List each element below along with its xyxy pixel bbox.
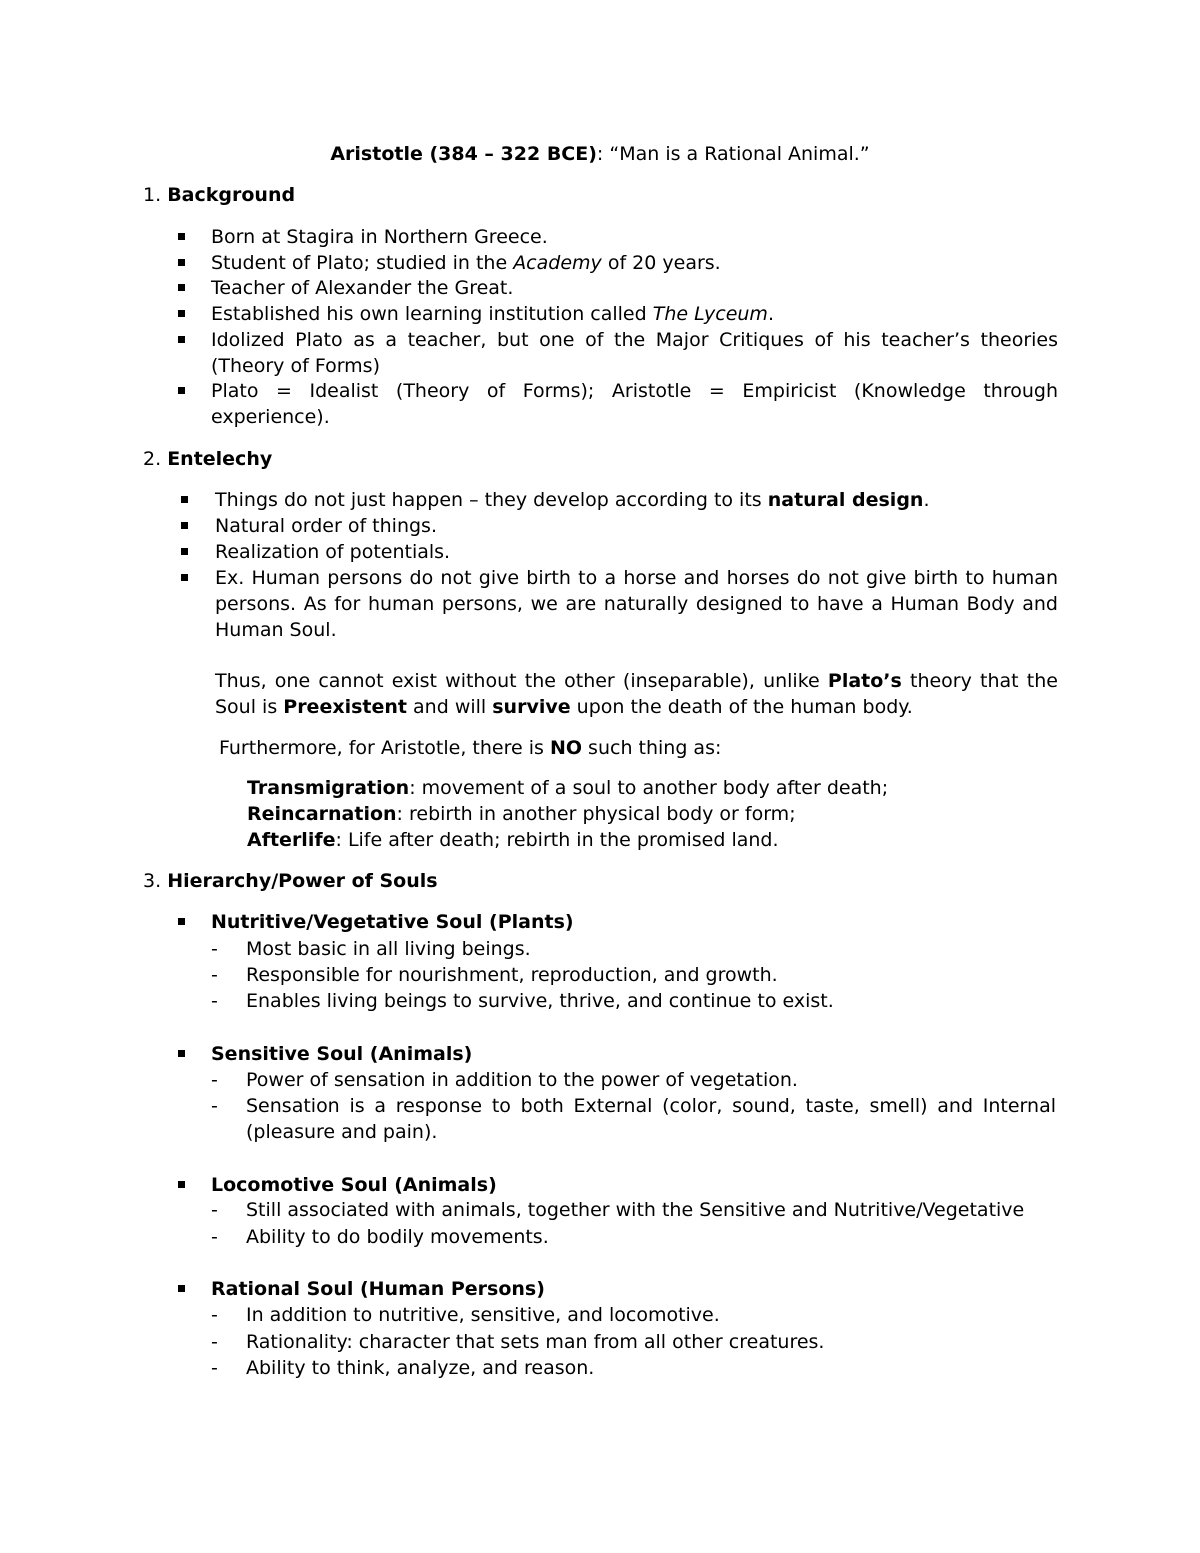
bullet-icon	[181, 496, 188, 503]
bullet-icon	[178, 259, 185, 266]
definition-item: Afterlife: Life after death; rebirth in the promised land.	[247, 829, 779, 851]
list-item: Most basic in all living beings.	[246, 938, 531, 960]
soul-title: Locomotive Soul (Animals)	[211, 1174, 497, 1196]
bullet-icon	[178, 1050, 185, 1057]
list-item: Sensation is a response to both External (color, sound, taste, smell) and Internal (pleasure and pain).	[246, 1095, 1056, 1143]
page-title: Aristotle (384 – 322 BCE): “Man is a Rational Animal.”	[330, 143, 870, 165]
list-item: Responsible for nourishment, reproduction, and growth.	[246, 964, 778, 986]
bullet-icon	[178, 387, 185, 394]
dash-icon: -	[211, 1331, 218, 1353]
dash-icon: -	[211, 964, 218, 986]
dash-icon: -	[211, 1357, 218, 1379]
section-heading-background: 1. Background	[143, 184, 296, 206]
list-item: Rationality: character that sets man from all other creatures.	[246, 1331, 825, 1353]
definition-item: Transmigration: movement of a soul to another body after death;	[247, 777, 889, 799]
list-item: Established his own learning institution called The Lyceum.	[211, 303, 774, 325]
list-item: Student of Plato; studied in the Academy of 20 years.	[211, 252, 721, 274]
bullet-icon	[178, 918, 185, 925]
definition-item: Reincarnation: rebirth in another physical body or form;	[247, 803, 796, 825]
bullet-icon	[178, 336, 185, 343]
dash-icon: -	[211, 1226, 218, 1248]
list-item: In addition to nutritive, sensitive, and locomotive.	[246, 1304, 720, 1326]
dash-icon: -	[211, 1199, 218, 1221]
list-item: Ex. Human persons do not give birth to a horse and horses do not give birth to human persons. As for human persons, we are naturally designed to have a Human Body and Human Soul.	[215, 567, 1058, 641]
dash-icon: -	[211, 990, 218, 1012]
bullet-icon	[178, 284, 185, 291]
section-heading-hierarchy: 3. Hierarchy/Power of Souls	[143, 870, 438, 892]
paragraph: Furthermore, for Aristotle, there is NO such thing as:	[219, 737, 722, 759]
dash-icon: -	[211, 1095, 218, 1117]
bullet-icon	[178, 233, 185, 240]
dash-icon: -	[211, 1069, 218, 1091]
bullet-icon	[178, 310, 185, 317]
list-item: Enables living beings to survive, thrive, and continue to exist.	[246, 990, 834, 1012]
bullet-icon	[181, 574, 188, 581]
list-item: Idolized Plato as a teacher, but one of the Major Critiques of his teacher’s theories (Theory of Forms)	[211, 329, 1058, 377]
list-item: Ability to think, analyze, and reason.	[246, 1357, 595, 1379]
section-heading-entelechy: 2. Entelechy	[143, 448, 273, 470]
paragraph: Thus, one cannot exist without the other (inseparable), unlike Plato’s theory that the Soul is Preexistent and will survive upon the death of the human body.	[215, 670, 1058, 718]
bullet-icon	[181, 548, 188, 555]
list-item: Teacher of Alexander the Great.	[211, 277, 514, 299]
soul-title: Sensitive Soul (Animals)	[211, 1043, 473, 1065]
list-item: Still associated with animals, together with the Sensitive and Nutritive/Vegetative	[246, 1199, 1025, 1221]
list-item: Things do not just happen – they develop according to its natural design.	[215, 489, 930, 511]
list-item: Ability to do bodily movements.	[246, 1226, 549, 1248]
soul-title: Nutritive/Vegetative Soul (Plants)	[211, 911, 574, 933]
list-item: Realization of potentials.	[215, 541, 451, 563]
bullet-icon	[178, 1285, 185, 1292]
list-item: Natural order of things.	[215, 515, 437, 537]
dash-icon: -	[211, 938, 218, 960]
dash-icon: -	[211, 1304, 218, 1326]
bullet-icon	[181, 522, 188, 529]
bullet-icon	[178, 1181, 185, 1188]
list-item: Plato = Idealist (Theory of Forms); Aristotle = Empiricist (Knowledge through experience).	[211, 380, 1058, 428]
list-item: Power of sensation in addition to the power of vegetation.	[246, 1069, 798, 1091]
soul-title: Rational Soul (Human Persons)	[211, 1278, 545, 1300]
list-item: Born at Stagira in Northern Greece.	[211, 226, 548, 248]
